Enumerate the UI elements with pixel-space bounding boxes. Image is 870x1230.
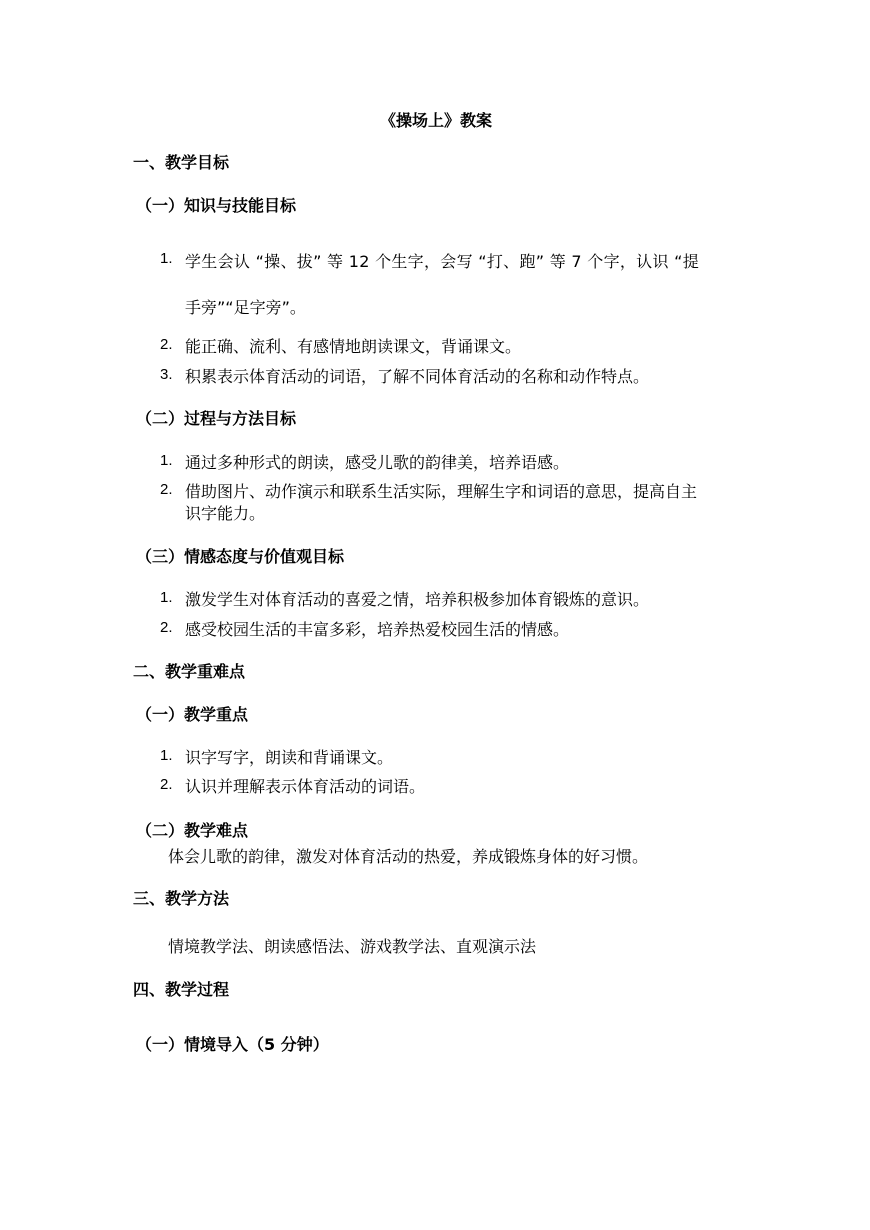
list-item-text-continued: 手旁”“足字旁”。	[185, 298, 306, 317]
list-item-text: 积累表示体育活动的词语，了解不同体育活动的名称和动作特点。	[185, 367, 650, 386]
list-item-text: 学生会认 “操、拔” 等 12 个生字，会写 “打、跑” 等 7 个字，认识 “提	[185, 252, 700, 271]
section-heading-objectives: 一、教学目标	[133, 153, 230, 172]
subheading-knowledge-skills: （一）知识与技能目标	[136, 196, 297, 215]
subheading-process-methods: （二）过程与方法目标	[136, 409, 297, 428]
list-number: 1.	[160, 250, 173, 267]
list-number: 3.	[160, 366, 173, 383]
section-heading-methods: 三、教学方法	[133, 889, 230, 908]
paragraph-difficulties: 体会儿歌的韵律，激发对体育活动的热爱，养成锻炼身体的好习惯。	[168, 847, 649, 866]
section-heading-process: 四、教学过程	[133, 980, 230, 999]
list-number: 2.	[160, 776, 173, 793]
list-item-text: 通过多种形式的朗读，感受儿歌的韵律美，培养语感。	[185, 453, 570, 472]
paragraph-methods: 情境教学法、朗读感悟法、游戏教学法、直观演示法	[168, 937, 537, 956]
list-item-text: 激发学生对体育活动的喜爱之情，培养积极参加体育锻炼的意识。	[185, 590, 650, 609]
list-number: 2.	[160, 336, 173, 353]
subheading-key-focus: （一）教学重点	[136, 705, 249, 724]
list-number: 2.	[160, 619, 173, 636]
list-item-text: 识字写字，朗读和背诵课文。	[185, 748, 394, 767]
list-number: 1.	[160, 589, 173, 606]
list-number: 2.	[160, 481, 173, 498]
section-heading-key-points: 二、教学重难点	[133, 662, 246, 681]
document-title: 《操场上》教案	[380, 111, 493, 130]
list-item-text: 感受校园生活的丰富多彩，培养热爱校园生活的情感。	[185, 620, 570, 639]
list-item-text: 认识并理解表示体育活动的词语。	[185, 777, 426, 796]
list-item-text: 能正确、流利、有感情地朗读课文，背诵课文。	[185, 337, 522, 356]
subheading-emotion-values: （三）情感态度与价值观目标	[136, 547, 345, 566]
list-item-text-continued: 识字能力。	[185, 504, 266, 523]
list-number: 1.	[160, 452, 173, 469]
list-number: 1.	[160, 747, 173, 764]
list-item-text: 借助图片、动作演示和联系生活实际，理解生字和词语的意思，提高自主	[185, 482, 698, 501]
subheading-situation-intro: （一）情境导入（5 分钟）	[136, 1035, 329, 1054]
subheading-difficulties: （二）教学难点	[136, 821, 249, 840]
